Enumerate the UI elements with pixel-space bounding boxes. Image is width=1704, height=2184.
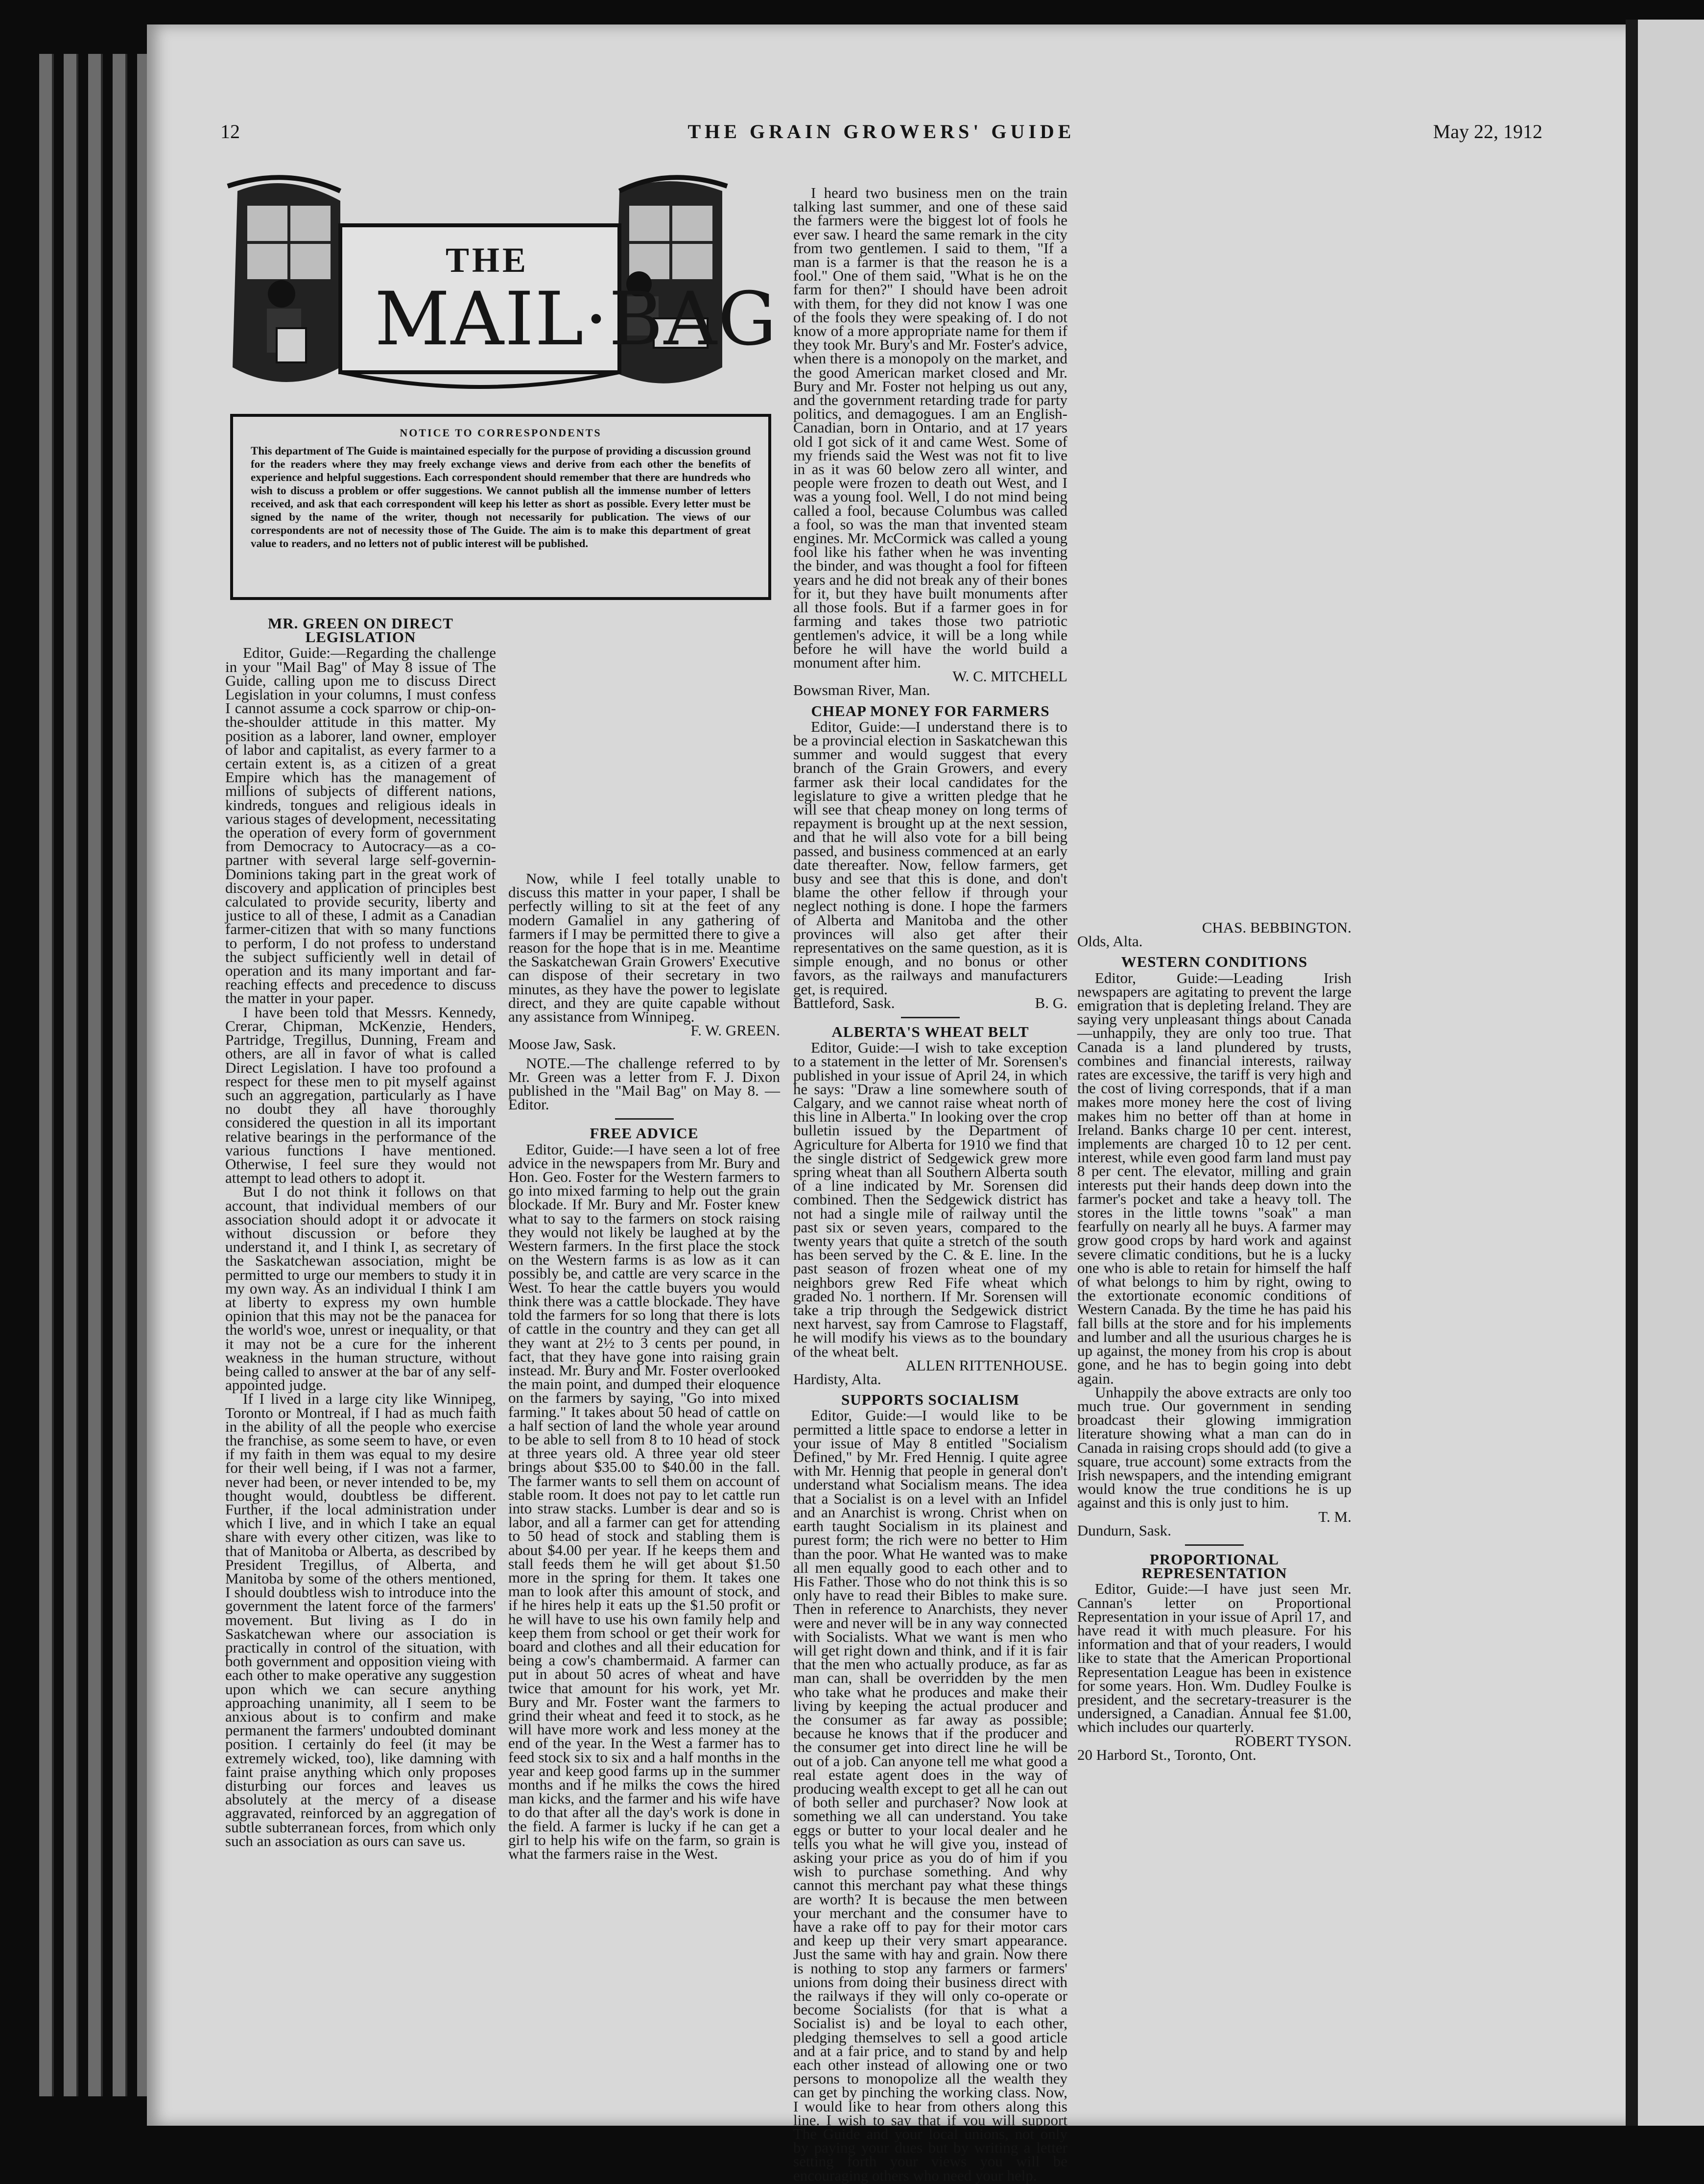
- editor-note: NOTE.—The challenge referred to by Mr. Green was a letter from F. J. Dixon published in the "Mail Bag" on May 8. —Editor.: [508, 1054, 780, 1113]
- paragraph: Now, while I feel totally unable to discuss this matter in your paper, I shall be perfectly willing to sit at the feet of any modern Gamaliel in any gathering of farmers if I may be permitted there to give a reason for the hope that is in me. Meantime the Saskatchewan Grain Growers' Executive can dispose of their secretary in two minutes, as they have the power to legislate direct, and they are quite capable without any assistance from Winnipeg.: [508, 870, 780, 1026]
- running-head: [220, 120, 1542, 149]
- heading-proportional: PROPORTIONAL REPRESENTATION: [1141, 1550, 1287, 1582]
- notice-box: [230, 414, 771, 600]
- paragraph: Unhappily the above extracts are only too much true. Our government in sending broadcast their glowing immigration literature showing what a man can do in Canada in raising crops should add (to give a square, true account) some extracts from the Irish newspapers, and the intending emigrant would know the true conditions he is up against and this is only just to him.: [1077, 1383, 1351, 1512]
- divider: [901, 1017, 960, 1018]
- place: Olds, Alta.: [1077, 933, 1143, 950]
- divider: [1185, 1544, 1244, 1546]
- issue-date: May 22, 1912: [1433, 120, 1542, 143]
- adjacent-page-edge: [1638, 20, 1704, 2126]
- place: Bowsman River, Man.: [793, 681, 930, 699]
- paragraph: If I lived in a large city like Winnipeg, Toronto or Montreal, if I had as much faith in the ability of all the people who exercise the franchise, as some seem to have, or even if my faith in them was equal to my desire for their well being, if I was not a farmer, never had been, or never intended to be, my thought would, doubtless be different. Further, if the local administration under which I live, and in which I take an equal share with every other citizen, was like to that of Manitoba or Alberta, as described by President Tregillus, of Alberta, and Manitoba by some of the others mentioned, I should doubtless wish to introduce into the government the latent force of the farmers' movement. But living as I do in Saskatchewan where our association is practically in control of the situation, with both government and opposition vieing with each other to make operative any suggestion upon which we can secure anything approaching unanimity, all I seem to be anxious about is to confirm and make permanent the farmers' undoubted dominant position. I certainly do feel (it may be extremely wicked, too), like damning with faint praise anything which only proposes disturbing our forces and leaves us absolutely at the mercy of a disease aggravated, reinforced by an aggregation of subtle subterranean forces, from which only such an association as ours can save us.: [225, 1390, 496, 1849]
- mail-bag-masthead: [228, 171, 778, 399]
- place: 20 Harbord St., Toronto, Ont.: [1077, 1746, 1256, 1763]
- page-number: 12: [220, 120, 240, 143]
- newspaper-page: [147, 24, 1633, 2184]
- place: Battleford, Sask. B. G.: [793, 994, 1067, 1011]
- column-2: [508, 872, 780, 1861]
- notice-title: NOTICE TO CORRESPONDENTS: [400, 427, 602, 439]
- heading-cheap-money: CHEAP MONEY FOR FARMERS: [811, 702, 1050, 720]
- signature: ROBERT TYSON.: [1234, 1732, 1351, 1750]
- place: Dundurn, Sask.: [1077, 1521, 1172, 1539]
- paragraph: Editor, Guide:—I have seen a lot of free advice in the newspapers from Mr. Bury and Hon. Geo. Foster for the Western farmers to go into mixed farming to help out the grain blockade. If Mr. Bury and Mr. Foster knew what to say to the farmers on stock raising they would not likely be laughed at by the Western farmers. In the first place the stock on the Western farms is as low as it can possibly be, and cattle are very scarce in the West. To hear the cattle buyers you would think there was a cattle blockade. They have told the farmers for so long that there is lots of cattle in the country and they can get all they want at 2½ to 3 cents per pound, in fact, that they have gone into raising grain instead. Mr. Bury and Mr. Foster overlooked the main point, and dumped their eloquence on the farmers by saying, "Go into mixed farming." It takes about 50 head of cattle on a half section of land the whole year around to be able to sell from 8 to 10 head of stock at three years old. A three year old steer brings about $35.00 to $40.00 in the fall. The farmer wants to sell them on account of stable room. It does not pay to let cattle run into straw stacks. Lumber is dear and so is labor, and all a farmer can get for attending to 50 head of stock and stabling them is about $4.00 per year. If he keeps them and stall feeds them he will get about $1.50 more in the spring for them. It takes one man to look after this amount of stock, and if he hires help it eats up the $1.50 profit or he will have to use his own family help and keep them from school or get their work for board and clothes and all their education for being a cow's chambermaid. A farmer can put in about 50 acres of wheat and have twice that amount for his work, yet Mr. Bury and Mr. Foster want the farmers to grind their wheat and feed it to stock, as he will have more work and less money at the end of the year. In the West a farmer has to feed stock six to six and a half months in the year and keep good farms up in the summer months and if he milks the cows the hired man kicks, and the farmer and his wife have to do that after all the day's work is done in the field. A farmer is lucky if he can get a girl to help his wife on the farm, so grain is what the farmers raise in the West.: [508, 1140, 780, 1863]
- column-4: [1077, 186, 1351, 1767]
- book-gutter: [1626, 20, 1638, 2126]
- signature: ALLEN RITTENHOUSE.: [905, 1356, 1067, 1374]
- heading-western: WESTERN CONDITIONS: [1121, 953, 1308, 971]
- publication-title: THE GRAIN GROWERS' GUIDE: [687, 120, 1075, 143]
- place: Moose Jaw, Sask.: [508, 1035, 616, 1053]
- paragraph: Editor, Guide:—Leading Irish newspapers are agitating to prevent the large emigration that is depleting Ireland. They are saying very unpleasant things about Canada—unhappily, they are only too true. That Canada is a land plundered by trusts, combines and financial interests, railway rates are excessive, the tariff is very high and the cost of living corresponds, that if a man makes more money here the cost of living makes him no better off than at home in Ireland. Banks charge 10 per cent. interest, implements are charged 10 to 12 per cent. interest, while even good farm land must pay 8 per cent. The elevator, milling and grain interests put their hands deep down into the farmer's pocket and take a heavy toll. The stores in the little towns "soak" a man fearfully on nearly all he buys. A farmer may grow good crops by hard work and against severe climatic conditions, but he is a lucky one who is able to retain for himself the half of what belongs to him by right, owing to the extortionate economic conditions of Western Canada. By the time he has paid his fall bills at the store and for his implements and lumber and all the usurious charges he is up against, the money from his crop is about gone, and he has to begin going into debt again.: [1077, 969, 1351, 1387]
- paragraph: Editor, Guide:—I understand there is to be a provincial election in Saskatchewan this summer and would suggest that every branch of the Grain Growers, and every farmer ask their local candidates for the legislature to give a written pledge that he will see that cheap money on long terms of repayment is brought up at the next session, and that he will also vote for a bill being passed, and business commenced at an early date thereafter. Now, fellow farmers, get busy and see that this is done, and don't blame the other fellow if through your neglect nothing is done. I hope the farmers of Alberta and Manitoba and the other provinces will also get after their representatives on the same question, as it is simple enough, and no bonus or other favors, as the railways and manufacturers get, is required.: [793, 718, 1067, 998]
- paragraph: I heard two business men on the train talking last summer, and one of these said the farmers were the biggest lot of fools he ever saw. I heard the same remark in the city from two gentlemen. I said to them, "If a man is a farmer is that the reason he is a fool." One of them said, "What is he on the farm for then?" I should have been adroit with them, for they did not know I was one of the fools they were speaking of. I do not know of a more appropriate name for them if they took Mr. Bury's and Mr. Foster's advice, when there is a monopoly on the market, and the good American market closed and Mr. Bury and Mr. Foster not helping us out any, and the government retarding trade for party politics, and demagogues. I am an English-Canadian, born in Ontario, and at 17 years old I got sick of it and came West. Some of my friends said the West was not fit to live in as it was 60 below zero all winter, and people were frozen to death out West, and I was a young fool. Well, I do not mind being called a fool, because Columbus was called a fool, so was the man that invented steam engines. Mr. McCormick was called a young fool like his father when he was inventing the binder, and was thought a fool for fifteen years and he did not break any of their bones for it, but they have built monuments after all those fools. But if a farmer goes in for farming and takes those two patriotic gentlemen's advice, it will be a long while before he will have the world build a monument after him.: [793, 184, 1067, 671]
- signature: W. C. MITCHELL: [952, 668, 1067, 685]
- heading-alberta: ALBERTA'S WHEAT BELT: [831, 1023, 1029, 1040]
- notice-body: This department of The Guide is maintained especially for the purpose of providing a discussion ground for the readers where they may freely exchange views and derive from each other the benefits of experience and helpful suggestions. Each correspondent should remember that there are hundreds who wish to discuss a problem or offer suggestions. We cannot publish all the immense number of letters received, and ask that each correspondent will keep his letter as short as possible. Every letter must be signed by the name of the writer, though not necessarily for publication. The views of our correspondents are not of necessity those of The Guide. The aim is to make this department of great value to readers, and no letters not of public interest will be published.: [251, 445, 751, 550]
- masthead-the: THE: [446, 240, 529, 280]
- signature: F. W. GREEN.: [690, 1022, 780, 1039]
- paragraph: I have been told that Messrs. Kennedy, Crerar, Chipman, McKenzie, Henders, Partridge, Tregillus, Dunning, Fream and others, are all in favor of what is called Direct Legislation. I have too profound a respect for these men to pit myself against such an aggregation, particularly as I have no doubt they all have thoroughly considered the question in all its important relative bearings in the performance of the various functions I have mentioned. Otherwise, I feel sure they would not attempt to lead others to adopt it.: [225, 1003, 496, 1187]
- paragraph: Editor, Guide:—I wish to take exception to a statement in the letter of Mr. Sorensen's published in your issue of April 24, in which he says: "Draw a line somewhere south of Calgary, and we cannot raise wheat north of this line in Alberta." In looking over the crop bulletin issued by the Department of Agriculture for Alberta for 1910 we find that the single district of Sedgewick grew more spring wheat than all Southern Alberta south of a line indicated by Mr. Sorensen did combined. Then the Sedgewick district has not had a single mile of railway until the past six or seven years, compared to the twenty years that quite a stretch of the south has been served by the C. & E. line. In the past season of frozen wheat one of my neighbors grew Red Fife wheat which graded No. 1 northern. If Mr. Sorensen will take a trip through the Sedgewick district next harvest, say from Camrose to Flagstaff, he will modify his views as to the boundary of the wheat belt.: [793, 1039, 1067, 1360]
- place: Hardisty, Alta.: [793, 1370, 881, 1388]
- masthead-title: MAIL·BAG: [375, 277, 778, 362]
- heading-socialism: SUPPORTS SOCIALISM: [841, 1391, 1019, 1409]
- paragraph: But I do not think it follows on that account, that individual members of our association should adopt it or advocate it without discussion or before they understand it, and I think I, as secretary of the Saskatchewan association, might be permitted to urge our members to study it in my own way. As an individual I think I am at liberty to express my own humble opinion that this may not be the panacea for the world's woe, unrest or inequality, or that it may not be a cure for the inherent weakness in the human structure, without being called to answer at the bar of any self-appointed judge.: [225, 1183, 496, 1394]
- heading-green: MR. GREEN ON DIRECT LEGISLATION: [268, 615, 453, 646]
- divider: [615, 1118, 674, 1120]
- signature: CHAS. BEBBINGTON.: [1202, 919, 1351, 936]
- heading-free-advice: FREE ADVICE: [590, 1125, 699, 1142]
- paragraph: Editor, Guide:—I have just seen Mr. Cannan's letter on Proportional Representation in your issue of April 17, and have read it with much pleasure. For his information and that of your readers, I would like to state that the American Proportional Representation League has been in existence for some years. Hon. Wm. Dudley Foulke is president, and the secretary-treasurer is the undersigned, a Canadian. Annual fee $1.00, which includes our quarterly.: [1077, 1580, 1351, 1736]
- paragraph: Editor, Guide:—I would like to be permitted a little space to endorse a letter in your issue of May 8 entitled "Socialism Defined," by Mr. Fred Hennig. I quite agree with Mr. Hennig that people in general don't understand what Socialism means. The idea that a Socialist is on a level with an Infidel and an Anarchist is wrong. Christ when on earth taught Socialism in its plainest and purest form; the rich were no better to Him than the poor. What He wanted was to make all men equally good to each other and to His Father. Those who do not think this is so only have to read their Bibles to make sure. Then in reference to Anarchists, they never were and never will be in any way connected with Socialists. What we want is men who will get right down and think, and if it is fair that the men who actually produce, as far as man can, shall be overridden by the men who take what he produces and make their living by keeping the actual producer and the consumer as far away as possible; because he knows that if the producer and the consumer get into direct line he will be out of a job. Can anyone tell me what good a real estate agent does in the way of producing wealth except to get all he can out of both seller and purchaser? Now look at something we all can understand. You take eggs or butter to your local dealer and he tells you what he will give you, instead of asking your price as you do of him if you wish to purchase something. And why cannot this merchant pay what these things are worth? It is because the men between your merchant and the consumer have to have a rake off to pay for their motor cars and keep up their very smart appearance. Just the same with hay and grain. Now there is nothing to stop any farmers or farmers' unions from doing their business direct with the railways if they will only co-operate or become Socialists (for that is what a Socialist is) and be loyal to each other, pledging themselves to sell a good article and at a fair price, and to stand by and help each other instead of allowing one or two persons to monopolize all the wealth they can get by pinching the working class. Now, I would like to hear from others along this line. I wish to say that if you will support The Guide and your local unions, not only by paying your dues but by writing a letter setting forth your views you will be encouraging others who need your help.: [793, 1407, 1067, 2184]
- column-3: [793, 186, 1067, 2183]
- paragraph: Editor, Guide:—Regarding the challenge in your "Mail Bag" of May 8 issue of The Guide, calling upon me to discuss Direct Legislation in your columns, I must confess I cannot assume a cock sparrow or chip-on-the-shoulder attitude in this matter. My position as a laborer, land owner, employer of labor and capitalist, as every farmer to a certain extent is, as a citizen of a great Empire which has the management of millions of subjects of different nations, kindreds, tongues and religious ideals in various stages of development, necessitating the operation of every form of government from Democracy to Autocracy—as a co-partner with several large self-governin- Dominions taking part in the great work of discovery and application of principles best calculated to provide security, liberty and justice to all of these, I admit as a Canadian farmer-citizen that with so many functions to perform, I do not profess to understand the subject sufficiently well in detail of operation and its many important and far-reaching effects and precedence to discuss the matter in your paper.: [225, 644, 496, 1007]
- signature: T. M.: [1318, 1508, 1351, 1525]
- column-1: [225, 610, 496, 1848]
